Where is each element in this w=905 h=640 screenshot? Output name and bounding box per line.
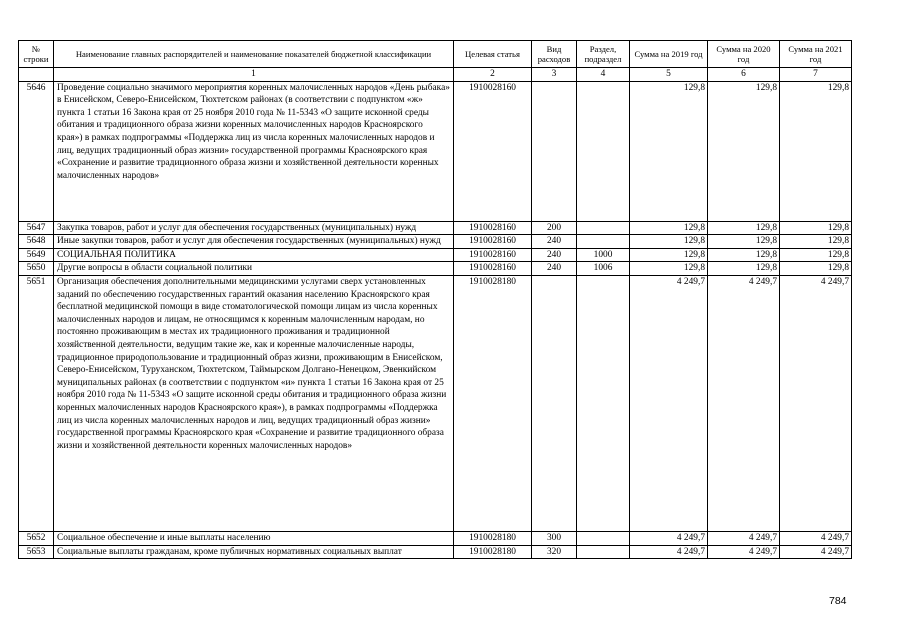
column-number: 4 <box>577 68 630 82</box>
row-sum-2021: 129,8 <box>780 248 852 262</box>
row-sum-2020: 129,8 <box>708 81 780 221</box>
row-sum-2019: 129,8 <box>630 248 708 262</box>
row-sum-2019: 4 249,7 <box>630 531 708 545</box>
row-sum-2020: 4 249,7 <box>708 531 780 545</box>
column-number: 3 <box>532 68 577 82</box>
row-name: СОЦИАЛЬНАЯ ПОЛИТИКА <box>54 248 454 262</box>
row-sum-2019: 4 249,7 <box>630 275 708 531</box>
header-target: Целевая статья <box>454 41 532 68</box>
row-name: Организация обеспечения дополнительными медицинскими услугами сверх установленных заданий по обеспечению государственных гарантий оказания населению Красноярского края бесплатной медицинской помощи в виде стоматологической помощи лицам из числа коренных малочисленных народов и лицам, не относящимся к коренным малочисленным народам, но постоянно проживающим в местах их традиционного проживания и традиционной хозяйственной деятельности, ведущим такие же, как и коренные малочисленные народы, традиционное природопользование и традиционный образ жизни, проживающим в Енисейском, Северо-Енисейском, Туруханском, Тюхтетском, Таймырском Долгано-Ненецком, Эвенкийском муниципальных районах (в соответствии с подпунктом «и» пункта 1 статьи 16 Закона края от 25 ноября 2010 года № 11-5343 «О защите исконной среды обитания и традиционного образа жизни коренных малочисленных народов Красноярского края»), в рамках подпрограммы «Поддержка лиц из числа коренных малочисленных народов и лиц, ведущих традиционный образ жизни» государственной программы Красноярского края «Сохранение и развитие традиционного образа жизни и хозяйственной деятельности коренных малочисленных народов» <box>54 275 454 531</box>
column-number: 7 <box>780 68 852 82</box>
row-sum-2021: 129,8 <box>780 221 852 235</box>
row-expense-type: 320 <box>532 545 577 559</box>
row-expense-type: 240 <box>532 248 577 262</box>
header-section: Раздел, подраздел <box>577 41 630 68</box>
row-expense-type <box>532 275 577 531</box>
row-expense-type: 200 <box>532 221 577 235</box>
table-header-row <box>19 41 852 68</box>
row-sum-2020: 129,8 <box>708 262 780 276</box>
row-section <box>577 531 630 545</box>
row-number: 5652 <box>19 531 54 545</box>
table-row <box>19 262 852 276</box>
row-section <box>577 275 630 531</box>
row-section: 1006 <box>577 262 630 276</box>
row-sum-2020: 4 249,7 <box>708 275 780 531</box>
column-number <box>19 68 54 82</box>
row-target: 1910028180 <box>454 531 532 545</box>
row-name: Социальные выплаты гражданам, кроме публичных нормативных социальных выплат <box>54 545 454 559</box>
header-sum-2020: Сумма на 2020 год <box>708 41 780 68</box>
row-expense-type: 240 <box>532 262 577 276</box>
page-number: 784 <box>829 595 847 607</box>
row-name: Другие вопросы в области социальной политики <box>54 262 454 276</box>
row-sum-2019: 129,8 <box>630 235 708 249</box>
row-sum-2021: 4 249,7 <box>780 275 852 531</box>
header-sum-2019: Сумма на 2019 год <box>630 41 708 68</box>
header-sum-2021: Сумма на 2021 год <box>780 41 852 68</box>
row-number: 5649 <box>19 248 54 262</box>
row-target: 1910028160 <box>454 235 532 249</box>
row-sum-2020: 129,8 <box>708 235 780 249</box>
row-target: 1910028160 <box>454 248 532 262</box>
row-name: Социальное обеспечение и иные выплаты населению <box>54 531 454 545</box>
budget-table <box>18 40 852 559</box>
row-number: 5646 <box>19 81 54 221</box>
row-expense-type: 240 <box>532 235 577 249</box>
column-number: 6 <box>708 68 780 82</box>
row-target: 1910028160 <box>454 262 532 276</box>
row-sum-2020: 129,8 <box>708 248 780 262</box>
row-target: 1910028160 <box>454 81 532 221</box>
column-number: 5 <box>630 68 708 82</box>
row-number: 5653 <box>19 545 54 559</box>
row-sum-2019: 129,8 <box>630 221 708 235</box>
row-target: 1910028160 <box>454 221 532 235</box>
row-sum-2021: 129,8 <box>780 235 852 249</box>
table-row <box>19 531 852 545</box>
row-target: 1910028180 <box>454 545 532 559</box>
row-sum-2021: 4 249,7 <box>780 545 852 559</box>
row-sum-2021: 129,8 <box>780 81 852 221</box>
row-section <box>577 221 630 235</box>
table-row <box>19 248 852 262</box>
header-name: Наименование главных распорядителей и наименование показателей бюджетной классификации <box>54 41 454 68</box>
row-sum-2019: 129,8 <box>630 262 708 276</box>
header-expense-type: Вид расходов <box>532 41 577 68</box>
row-sum-2019: 129,8 <box>630 81 708 221</box>
table-row <box>19 545 852 559</box>
column-numbers-row <box>19 68 852 82</box>
row-section <box>577 235 630 249</box>
row-section <box>577 81 630 221</box>
table-row <box>19 275 852 531</box>
row-number: 5648 <box>19 235 54 249</box>
row-number: 5647 <box>19 221 54 235</box>
row-sum-2019: 4 249,7 <box>630 545 708 559</box>
column-number: 1 <box>54 68 454 82</box>
row-sum-2021: 4 249,7 <box>780 531 852 545</box>
row-number: 5651 <box>19 275 54 531</box>
row-expense-type <box>532 81 577 221</box>
row-expense-type: 300 <box>532 531 577 545</box>
row-section: 1000 <box>577 248 630 262</box>
header-row-no: № строки <box>19 41 54 68</box>
row-name: Иные закупки товаров, работ и услуг для обеспечения государственных (муниципальных) нужд <box>54 235 454 249</box>
row-name: Проведение социально значимого мероприятия коренных малочисленных народов «День рыбака» в Енисейском, Северо-Енисейском, Тюхтетском районах (в соответствии с подпунктом «ж» пункта 1 статьи 16 Закона края от 25 ноября 2010 года № 11-5343 «О защите исконной среды обитания и традиционного образа жизни коренных малочисленных народов Красноярского края») в рамках подпрограммы «Поддержка лиц из числа коренных малочисленных народов и лиц, ведущих традиционный образ жизни» государственной программы Красноярского края «Сохранение и развитие традиционного образа жизни и хозяйственной деятельности коренных малочисленных народов» <box>54 81 454 221</box>
table-row <box>19 221 852 235</box>
row-sum-2020: 129,8 <box>708 221 780 235</box>
column-number: 2 <box>454 68 532 82</box>
row-name: Закупка товаров, работ и услуг для обеспечения государственных (муниципальных) нужд <box>54 221 454 235</box>
table-row <box>19 81 852 221</box>
row-number: 5650 <box>19 262 54 276</box>
row-target: 1910028180 <box>454 275 532 531</box>
table-row <box>19 235 852 249</box>
row-sum-2021: 129,8 <box>780 262 852 276</box>
row-section <box>577 545 630 559</box>
row-sum-2020: 4 249,7 <box>708 545 780 559</box>
